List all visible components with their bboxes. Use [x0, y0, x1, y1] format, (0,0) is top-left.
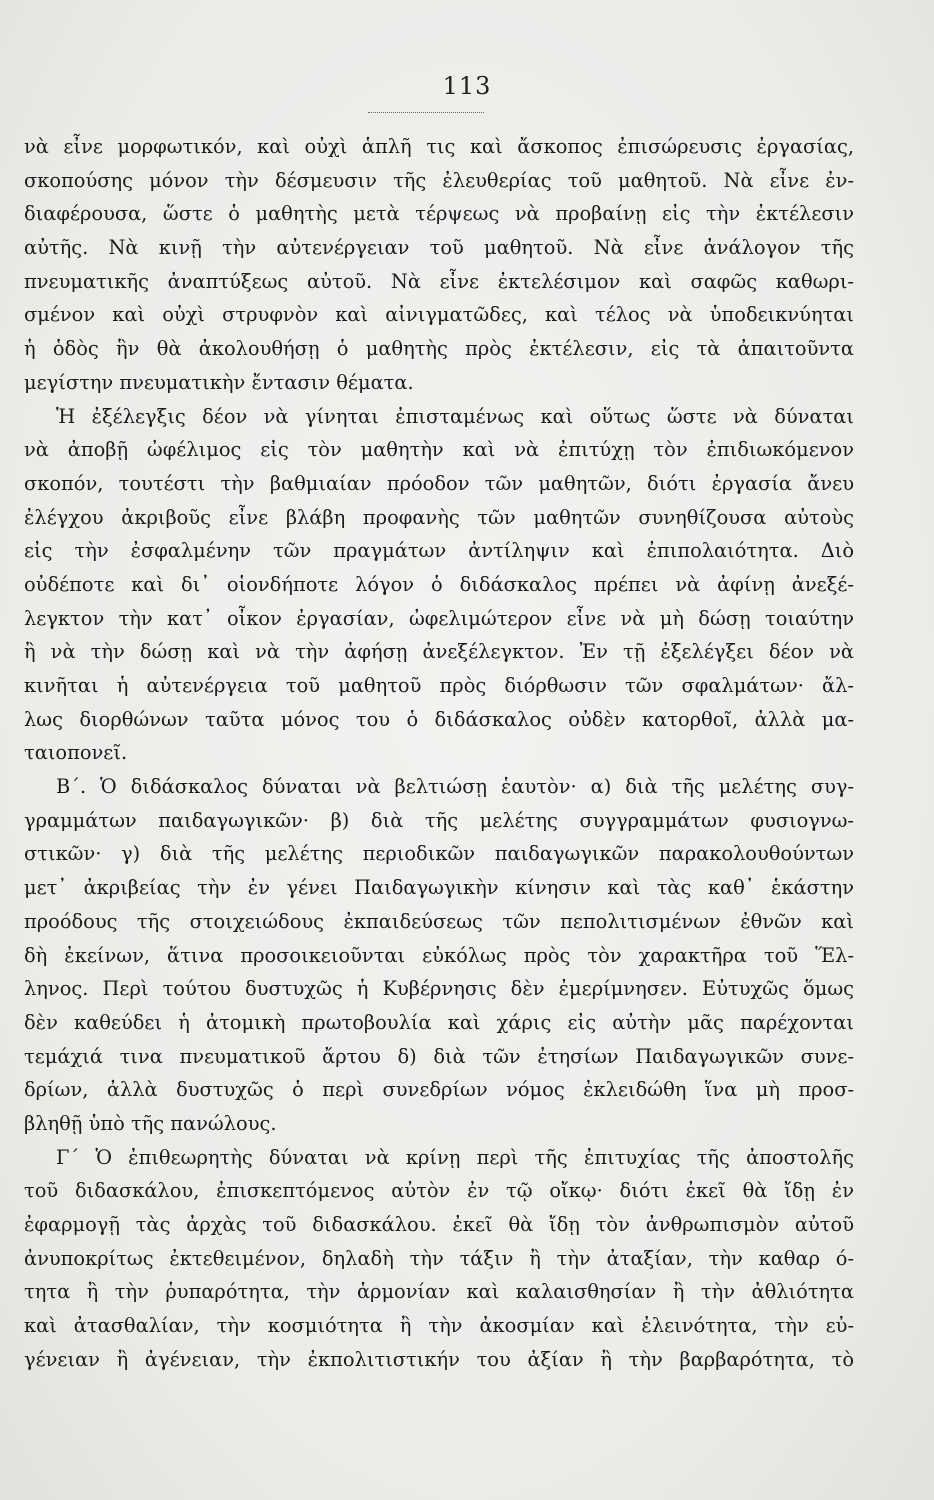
- text-line: ἡ ὁδὸς ἣν θὰ ἀκολουθήσῃ ὁ μαθητὴς πρὸς ἐκτέλεσιν, εἰς τὰ ἀπαιτοῦντα: [24, 337, 854, 361]
- text-line: μεγίστην πνευματικὴν ἔντασιν θέματα.: [24, 370, 414, 394]
- text-line: ταιοπονεῖ.: [24, 741, 128, 765]
- text-line: στικῶν· γ) διὰ τῆς μελέτης περιοδικῶν παιδαγωγικῶν παρακολουθούντων: [24, 842, 854, 866]
- text-line: πνευματικῆς ἀναπτύξεως αὐτοῦ. Νὰ εἶνε ἐκτελέσιμον καὶ σαφῶς καθωρι-: [24, 269, 854, 293]
- text-line: Γ´ Ὁ ἐπιθεωρητὴς δύναται νὰ κρίνῃ περὶ τῆς ἐπιτυχίας τῆς ἀποστολῆς: [56, 1145, 854, 1169]
- text-line: δὴ ἐκείνων, ἅτινα προσοικειοῦνται εὐκόλως πρὸς τὸν χαρακτῆρα τοῦ Ἕλ-: [24, 943, 854, 967]
- text-line: κινῆται ἡ αὐτενέργεια τοῦ μαθητοῦ πρὸς διόρθωσιν τῶν σφαλμάτων· ἄλ-: [24, 674, 854, 697]
- text-line: ἢ νὰ τὴν δώσῃ καὶ νὰ τὴν ἀφήσῃ ἀνεξέλεγκτον. Ἐν τῇ ἐξελέγξει δέον νὰ: [24, 640, 854, 664]
- text-line: Ἡ ἐξέλεγξις δέον νὰ γίνηται ἐπισταμένως καὶ οὕτως ὥστε νὰ δύναται: [56, 404, 854, 428]
- text-line: σμένον καὶ οὐχὶ στρυφνὸν καὶ αἰνιγματῶδες, καὶ τέλος νὰ ὑποδεικνύηται: [24, 303, 854, 327]
- text-line: οὐδέποτε καὶ δι᾽ οἱονδήποτε λόγον ὁ διδάσκαλος πρέπει νὰ ἀφίνῃ ἀνεξέ-: [24, 572, 854, 596]
- text-line: αὐτῆς. Νὰ κινῇ τὴν αὐτενέργειαν τοῦ μαθητοῦ. Νὰ εἶνε ἀνάλογον τῆς: [24, 236, 854, 260]
- text-line: σκοπόν, τουτέστι τὴν βαθμιαίαν πρόοδον τῶν μαθητῶν, διότι ἐργασία ἄνευ: [24, 471, 854, 495]
- text-line: λεγκτον τὴν κατ᾽ οἶκον ἐργασίαν, ὠφελιμώτερον εἶνε νὰ μὴ δώσῃ τοιαύτην: [24, 606, 854, 630]
- text-line: Β´. Ὁ διδάσκαλος δύναται νὰ βελτιώσῃ ἑαυτὸν· α) διὰ τῆς μελέτης συγ-: [56, 775, 854, 799]
- text-line: ἀνυποκρίτως ἐκτεθειμένον, δηλαδὴ τὴν τάξιν ἢ τὴν ἀταξίαν, τὴν καθαρ ό-: [24, 1246, 854, 1270]
- text-line: προόδους τῆς στοιχειώδους ἐκπαιδεύσεως τῶν πεπολιτισμένων ἐθνῶν καὶ: [24, 909, 854, 933]
- page-number: 113: [442, 72, 492, 100]
- text-line: λως διορθώνων ταῦτα μόνος του ὁ διδάσκαλος οὐδὲν κατορθοῖ, ἀλλὰ μα-: [24, 707, 854, 731]
- text-line: εἰς τὴν ἐσφαλμένην τῶν πραγμάτων ἀντίληψιν καὶ ἐπιπολαιότητα. Διὸ: [24, 539, 854, 563]
- text-line: ἐλέγχου ἀκριβοῦς εἶνε βλάβη προφανὴς τῶν μαθητῶν συνηθίζουσα αὐτοὺς: [24, 505, 854, 529]
- body-text: [24, 130, 854, 1376]
- text-line: ληνος. Περὶ τούτου δυστυχῶς ἡ Κυβέρνησις δὲν ἐμερίμνησεν. Εὐτυχῶς ὅμως: [24, 977, 854, 1001]
- text-line: ἐφαρμογῇ τὰς ἀρχὰς τοῦ διδασκάλου. ἐκεῖ θὰ ἴδῃ τὸν ἀνθρωπισμὸν αὐτοῦ: [24, 1213, 854, 1236]
- text-line: δρίων, ἀλλὰ δυστυχῶς ὁ περὶ συνεδρίων νόμος ἐκλειδώθη ἵνα μὴ προσ-: [24, 1078, 854, 1102]
- text-line: σκοπούσης μόνον τὴν δέσμευσιν τῆς ἐλευθερίας τοῦ μαθητοῦ. Νὰ εἶνε ἐν-: [24, 168, 854, 192]
- header-rule: [368, 112, 484, 113]
- text-line: νὰ ἀποβῇ ὠφέλιμος εἰς τὸν μαθητὴν καὶ νὰ ἐπιτύχῃ τὸν ἐπιδιωκόμενον: [24, 438, 854, 462]
- text-line: βληθῇ ὑπὸ τῆς πανώλους.: [24, 1111, 277, 1135]
- text-line: τεμάχιά τινα πνευματικοῦ ἄρτου δ) διὰ τῶν ἐτησίων Παιδαγωγικῶν συνε-: [24, 1044, 854, 1068]
- text-line: καὶ ἀτασθαλίαν, τὴν κοσμιότητα ἢ τὴν ἀκοσμίαν καὶ ἐλεινότητα, τὴν εὐ-: [24, 1314, 854, 1338]
- text-line: γραμμάτων παιδαγωγικῶν· β) διὰ τῆς μελέτης συγγραμμάτων φυσιογνω-: [24, 808, 854, 832]
- text-line: νὰ εἶνε μορφωτικόν, καὶ οὐχὶ ἁπλῆ τις καὶ ἄσκοπος ἐπισώρευσις ἐργασίας,: [24, 135, 854, 158]
- text-line: τητα ἢ τὴν ῥυπαρότητα, τὴν ἁρμονίαν καὶ καλαισθησίαν ἢ τὴν ἀθλιότητα: [24, 1280, 854, 1304]
- text-line: διαφέρουσα, ὥστε ὁ μαθητὴς μετὰ τέρψεως νὰ προβαίνῃ εἰς τὴν ἐκτέλεσιν: [24, 202, 854, 226]
- text-line: τοῦ διδασκάλου, ἐπισκεπτόμενος αὐτὸν ἐν τῷ οἴκῳ· διότι ἐκεῖ θὰ ἴδῃ ἐν: [24, 1179, 854, 1203]
- text-line: γένειαν ἢ ἀγένειαν, τὴν ἐκπολιτιστικήν του ἀξίαν ἢ τὴν βαρβαρότητα, τὸ: [24, 1347, 854, 1371]
- text-line: μετ᾽ ἀκριβείας τὴν ἐν γένει Παιδαγωγικὴν κίνησιν καὶ τὰς καθ᾽ ἑκάστην: [24, 876, 854, 900]
- text-line: δὲν καθεύδει ἡ ἀτομικὴ πρωτοβουλία καὶ χάρις εἰς αὐτὴν μᾶς παρέχονται: [24, 1010, 854, 1034]
